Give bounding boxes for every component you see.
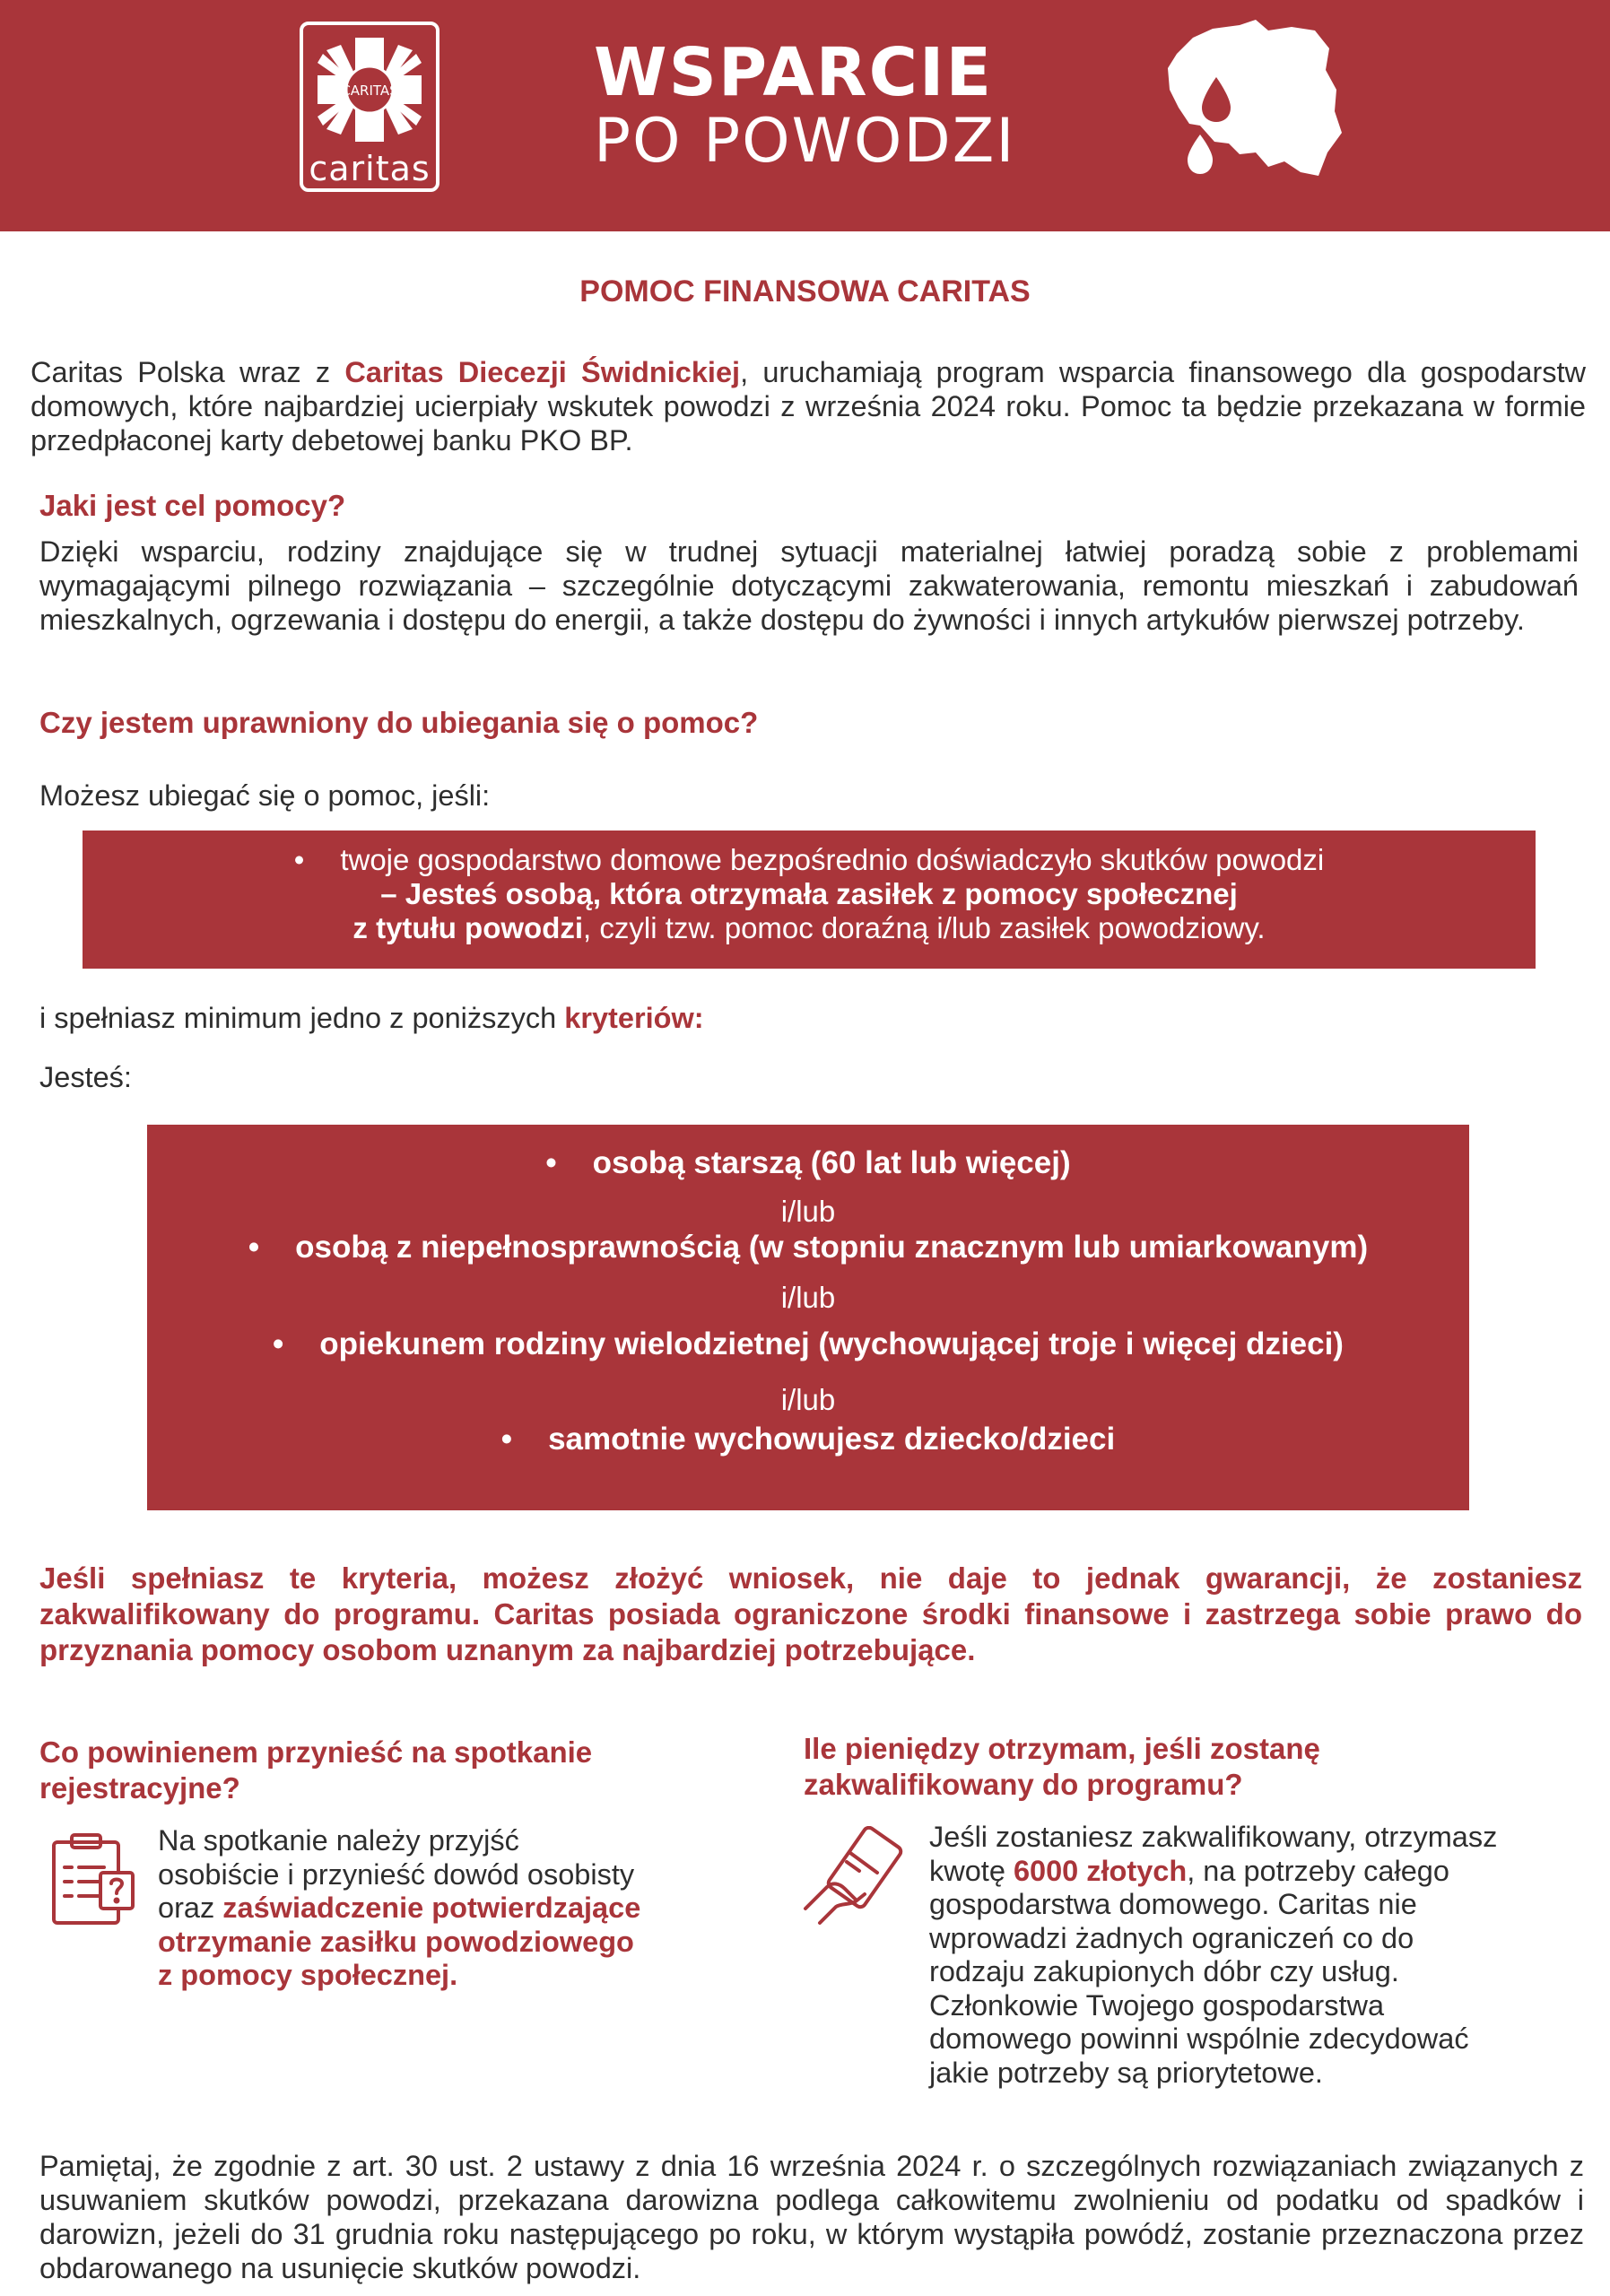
bring-text (158, 1824, 640, 1993)
eligibility-box (83, 831, 1536, 969)
bring-line: osobiście i przynieść dowód osobisty (158, 1857, 635, 1891)
jestes-label: Jesteś: (39, 1061, 132, 1093)
bring-line: otrzymanie zasiłku powodziowego (158, 1925, 634, 1958)
amount-line: gospodarstwa domowego. Caritas nie (929, 1888, 1417, 1920)
intro-part1: Caritas Polska wraz z (30, 356, 345, 388)
and-or-label: i/lub (780, 1195, 836, 1228)
criterion-item (147, 1326, 1469, 1363)
footer-note: Pamiętaj, że zgodnie z art. 30 ust. 2 ustawy z dnia 16 września 2024 r. o szczególnych rozwiązaniach związanych z usuwaniem skutków powodzi, przekazana darowizna podlega całkowitemu zwolnieniu od podatku od spadków i darowizn, jeżeli do 31 grudnia roku następującego po roku, w którym wystąpiła powódź, zostanie przeznaczona przez obdarowanego na usunięcie skutków powodzi. (39, 2150, 1584, 2284)
bring-line (158, 1892, 640, 1926)
bring-line: z pomocy społecznej. (158, 1959, 458, 1991)
bullet: • (293, 843, 305, 876)
bring-line-plain: oraz (158, 1892, 223, 1924)
document-question-icon (48, 1831, 138, 1928)
amount-line: domowego powinni wspólnie zdecydować (929, 2022, 1469, 2055)
amount-heading-line1: Ile pieniędzy otrzymam, jeśli zostanę (804, 1732, 1320, 1765)
bullet: • (500, 1422, 513, 1457)
and-or-label: i/lub (780, 1281, 836, 1314)
amount-line: jakie potrzeby są priorytetowe. (929, 2056, 1323, 2089)
bring-line: Na spotkanie należy przyjść (158, 1824, 519, 1857)
criterion-item (147, 1229, 1469, 1266)
goal-paragraph: Dzięki wsparciu, rodziny znajdujące się w trudnej sytuacji materialnej łatwiej poradzą sobie z problemami wymagającymi pilnego rozwiązania – szczególnie dotyczącymi zakwaterowania, remontu mieszkań i zabudowań mieszkalnych, ogrzewania i dostępu do energii, a także dostępu do żywności i innych artykułów pierwszej potrzeby. (39, 535, 1579, 636)
amount-value: 6000 złotych (1013, 1854, 1188, 1887)
eligibility-box-text1: twoje gospodarstwo domowe bezpośrednio doświadczyło skutków powodzi (340, 843, 1325, 876)
banner-title-line1: WSPARCIE (594, 34, 994, 111)
banner-title-line2: PO POWODZI (594, 106, 1016, 177)
eligibility-lead: Możesz ubiegać się o pomoc, jeśli: (39, 779, 491, 812)
criteria-word: kryteriów: (564, 1002, 704, 1034)
intro-part2: , uruchamiają program wsparcia finansowego dla gospodarstw domowych, które najbardziej ucierpiały wskutek powodzi z września 2024 roku. Pomoc ta będzie przekazana w formie przedpłaconej karty debetowej banku PKO BP. (30, 356, 1587, 457)
logo-word: caritas (309, 149, 431, 188)
poland-map-flood-icon (1157, 18, 1345, 197)
amount-heading-line2: zakwalifikowany do programu? (804, 1768, 1243, 1801)
bullet: • (545, 1145, 557, 1180)
card-in-hand-icon (800, 1826, 906, 1926)
eligibility-box-line3 (83, 911, 1536, 945)
eligibility-box-line1 (83, 843, 1536, 877)
bring-heading-line1: Co powinienem przynieść na spotkanie (39, 1735, 593, 1769)
criterion-text: osobą z niepełnosprawnością (w stopniu znacznym lub umiarkowanym) (295, 1230, 1369, 1265)
criterion-item (147, 1144, 1469, 1182)
criteria-box (147, 1125, 1469, 1510)
amount-line-rest: , na potrzeby całego (1187, 1854, 1449, 1887)
bullet: • (273, 1326, 284, 1361)
criterion-text: opiekunem rodziny wielodzietnej (wychowującej troje i więcej dzieci) (319, 1326, 1344, 1361)
amount-line: wprowadzi żadnych ograniczeń co do (929, 1921, 1414, 1954)
goal-heading: Jaki jest cel pomocy? (39, 489, 346, 522)
warning-paragraph: Jeśli spełniasz te kryteria, możesz złożyć wniosek, nie daje to jednak gwarancji, że zostaniesz zakwalifikowany do programu. Caritas posiada ograniczone środki finansowe i zastrzega sobie prawo do przyznania pomocy osobom uznanym za najbardziej potrzebujące. (39, 1561, 1582, 1666)
eligibility-box-text3: , czyli tzw. pomoc doraźną i/lub zasiłek powodziowy. (583, 911, 1266, 944)
amount-line (929, 1855, 1497, 1889)
eligibility-heading: Czy jestem uprawniony do ubiegania się o pomoc? (39, 706, 759, 739)
logo-ring-text: CARITAS (341, 83, 398, 99)
criterion-text: samotnie wychowujesz dziecko/dzieci (548, 1422, 1116, 1457)
amount-line: rodzaju zakupionych dóbr czy usług. (929, 1955, 1399, 1987)
amount-heading (804, 1731, 1320, 1803)
intro-highlight: Caritas Diecezji Świdnickiej (344, 356, 741, 388)
bring-line-bold: zaświadczenie potwierdzające (222, 1892, 641, 1924)
amount-line-plain: kwotę (929, 1854, 1014, 1887)
eligibility-box-text3-bold: z tytułu powodzi (352, 911, 584, 944)
eligibility-box-line2: – Jesteś osobą, która otrzymała zasiłek z pomocy społecznej (380, 877, 1238, 910)
caritas-logo (300, 22, 439, 192)
bullet: • (248, 1230, 260, 1265)
criterion-text: osobą starszą (60 lat lub więcej) (592, 1145, 1071, 1180)
intro-paragraph (30, 355, 1586, 457)
main-heading: POMOC FINANSOWA CARITAS (579, 274, 1031, 309)
amount-text (929, 1821, 1497, 2090)
and-or-label: i/lub (780, 1383, 836, 1416)
criteria-lead (39, 1001, 704, 1035)
amount-line: Członkowie Twojego gospodarstwa (929, 1988, 1385, 2022)
header-banner (0, 0, 1610, 231)
bring-heading-line2: rejestracyjne? (39, 1771, 240, 1805)
criteria-lead-text: i spełniasz minimum jedno z poniższych (39, 1002, 565, 1034)
bring-heading (39, 1735, 592, 1806)
caritas-sun-icon (314, 34, 425, 145)
criterion-item (147, 1421, 1469, 1458)
amount-line: Jeśli zostaniesz zakwalifikowany, otrzymasz (929, 1821, 1498, 1853)
